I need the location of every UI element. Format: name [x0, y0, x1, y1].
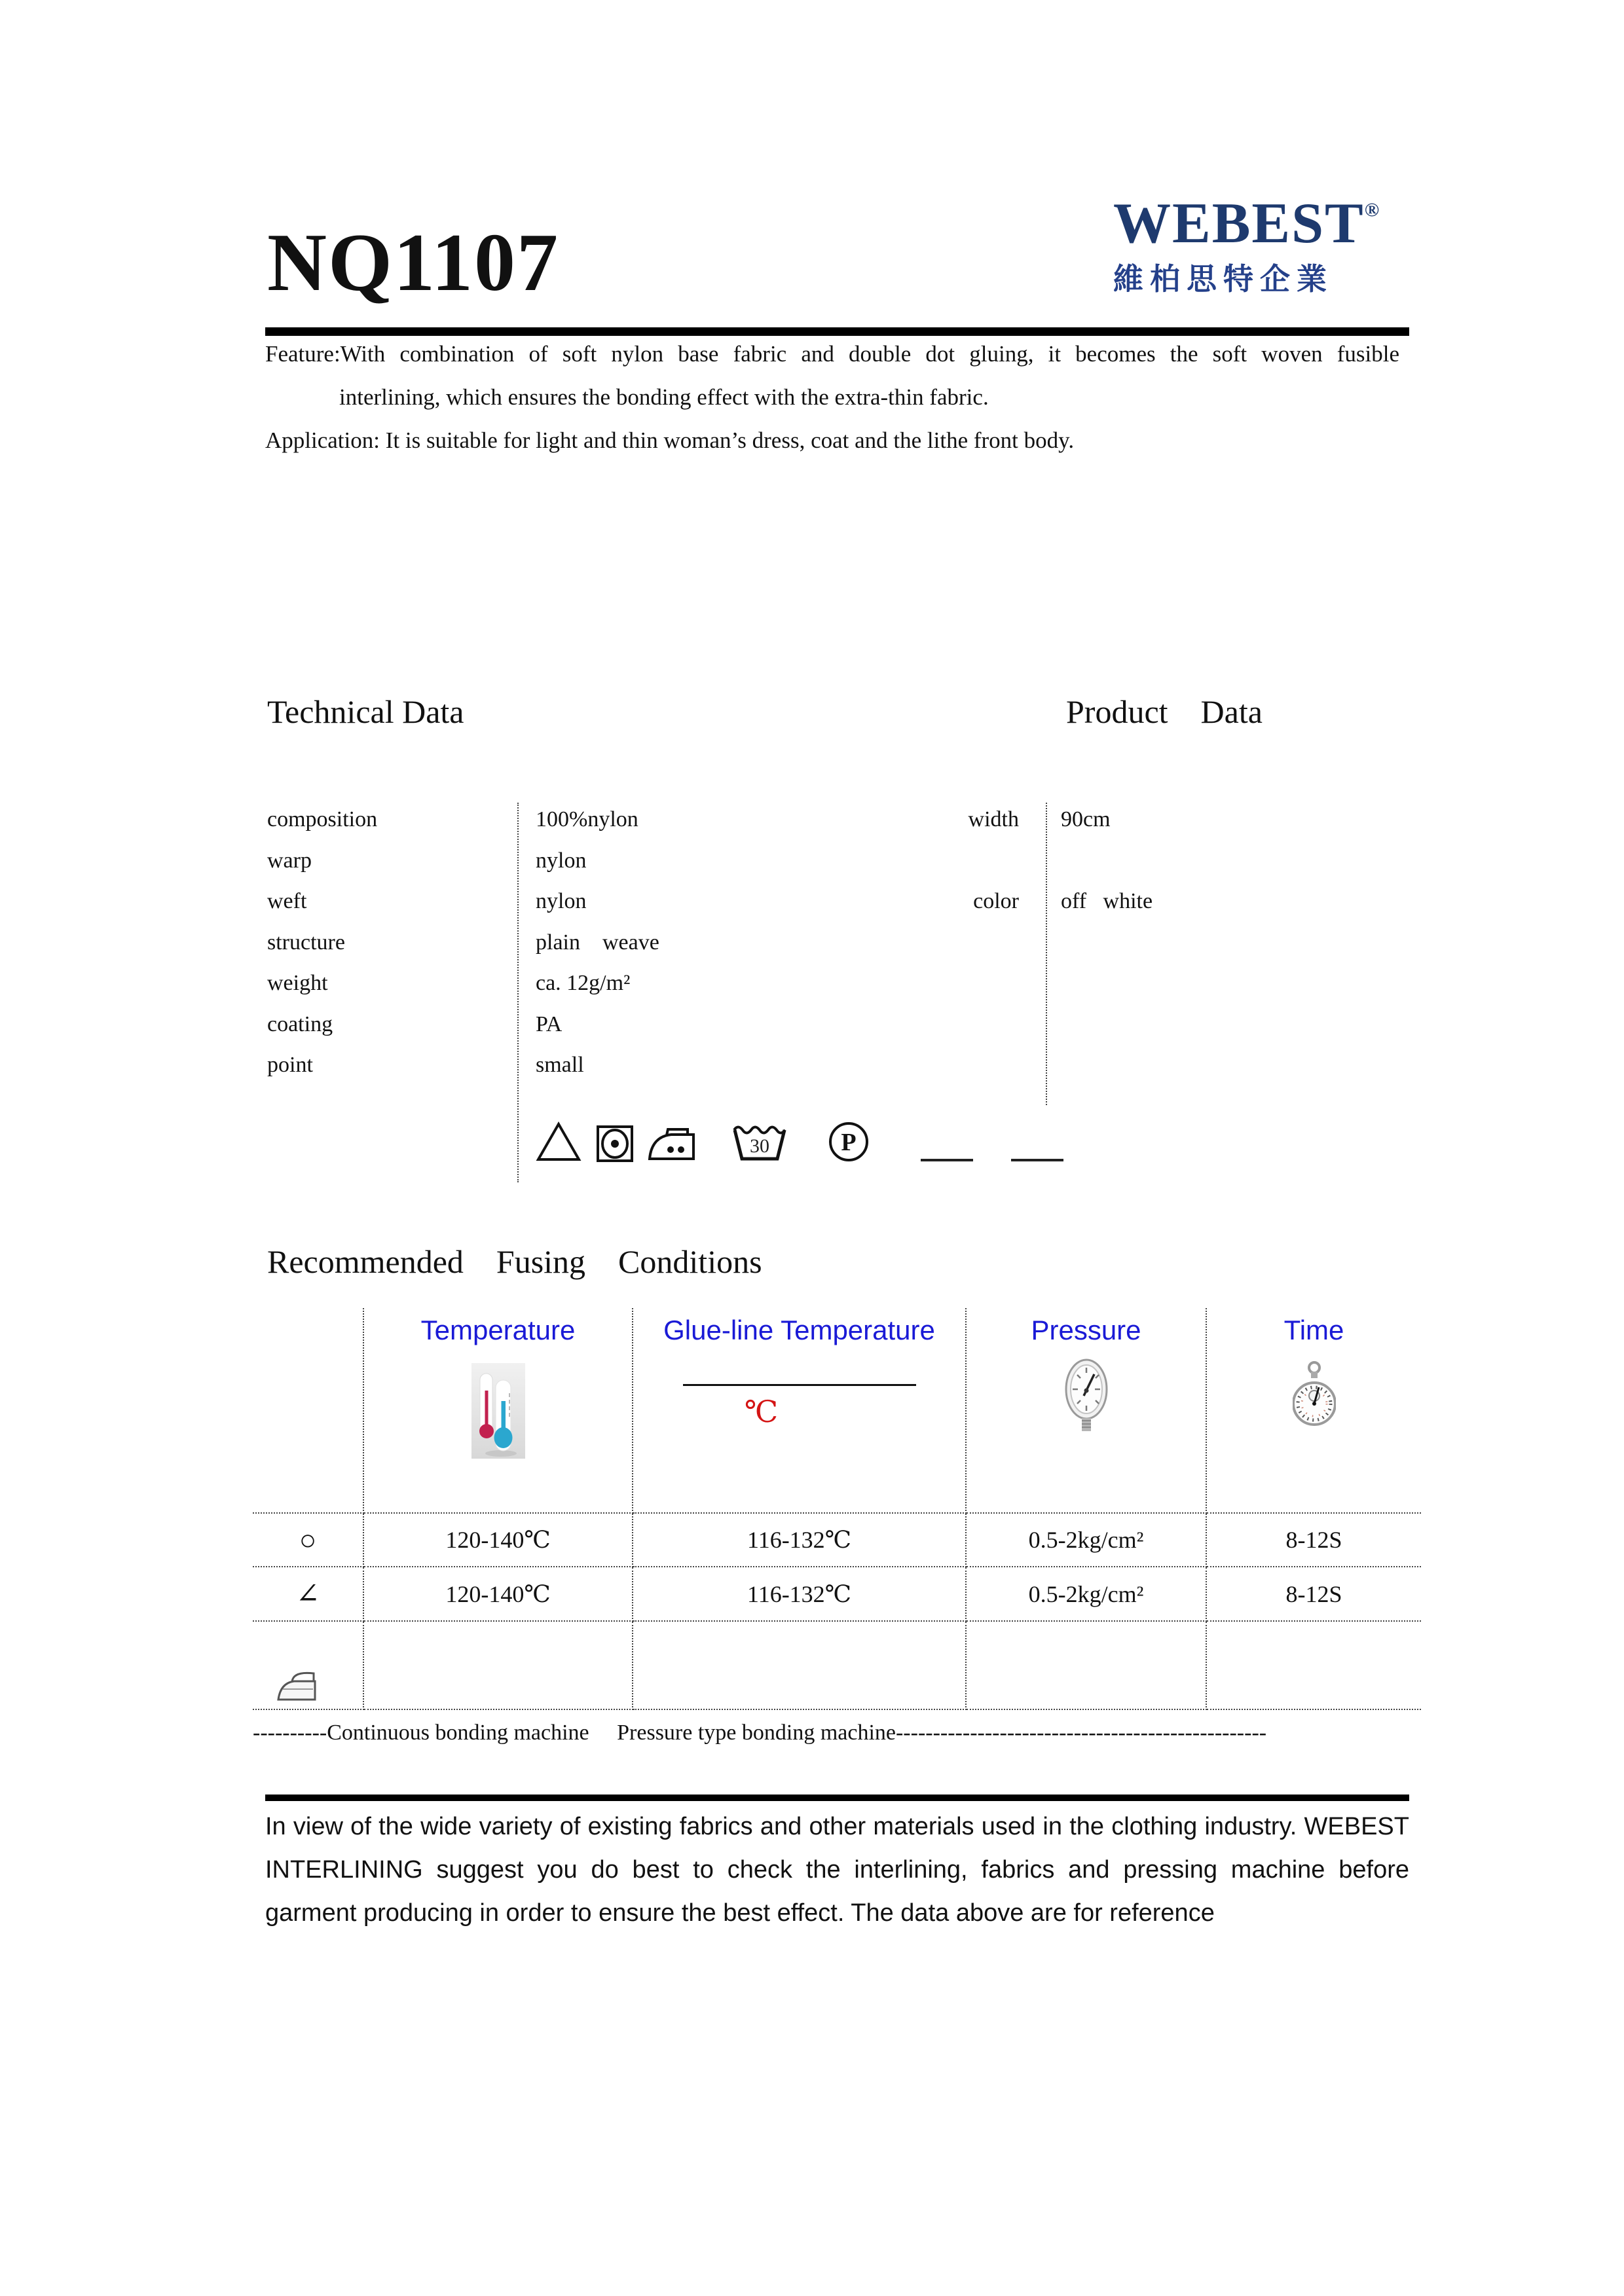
fusing-header-symbol — [253, 1308, 364, 1514]
fusing-cell-glue-line — [633, 1622, 967, 1710]
care-symbols-row — [536, 1113, 1063, 1163]
footer-divider — [265, 1795, 1409, 1801]
tech-value: plain weave — [536, 930, 659, 955]
angle-symbol: ∠ — [295, 1578, 320, 1610]
registered-mark-icon: ® — [1364, 199, 1380, 221]
tech-label: structure — [267, 930, 345, 955]
disclaimer-line-1: In view of the wide variety of existing fabrics and other materials used in the clothing industry. WEBEST — [265, 1813, 1409, 1840]
brand-name-chinese: 維柏思特企業 — [1113, 262, 1333, 297]
tech-value: ca. 12g/m² — [536, 971, 631, 996]
fusing-cell-pressure: 0.5-2kg/cm² — [967, 1567, 1207, 1622]
tech-label: weight — [267, 971, 328, 996]
glue-line-underline — [683, 1384, 916, 1386]
fusing-cell-time — [1207, 1622, 1421, 1710]
page-title: NQ1107 — [267, 217, 560, 308]
application-line: Application: It is suitable for light and thin woman’s dress, coat and the lithe front body. — [265, 428, 1075, 453]
care-line-icon — [1011, 1159, 1063, 1161]
iron-two-dots-icon — [647, 1125, 697, 1163]
fusing-row-symbol — [253, 1514, 364, 1567]
fusing-cell-time: 8-12S — [1207, 1567, 1421, 1622]
bleach-triangle-icon — [536, 1121, 581, 1163]
fusing-cell-pressure — [967, 1622, 1207, 1710]
table-row — [267, 963, 1040, 1004]
tech-value: 100%nylon — [536, 807, 638, 832]
product-data-heading: Product Data — [1066, 693, 1263, 730]
table-row — [267, 799, 1040, 841]
tech-label: coating — [267, 1011, 333, 1036]
care-line-icon — [921, 1159, 973, 1161]
brand-name: WEBEST — [1113, 192, 1365, 255]
fusing-header-time — [1207, 1308, 1421, 1514]
fusing-cell-glue-line: 116-132℃ — [633, 1567, 967, 1622]
brand-logo-text — [1113, 194, 1414, 254]
tech-label: weft — [267, 889, 307, 914]
wash-30-icon — [731, 1120, 788, 1163]
column-header: Glue-line Temperature — [663, 1315, 935, 1345]
fusing-header-temperature — [364, 1308, 633, 1514]
bonding-machines-line: ----------Continuous bonding machine Pressure type bonding machine-------------------------------------------------- — [253, 1721, 1267, 1745]
table-row — [267, 1004, 1040, 1046]
fusing-cell-temperature: 120-140℃ — [364, 1567, 633, 1622]
feature-line-2: interlining, which ensures the bonding effect with the extra-thin fabric. — [339, 384, 989, 410]
wash-temp-label: 30 — [750, 1135, 769, 1157]
fusing-header-pressure — [967, 1308, 1207, 1514]
fusing-row-symbol — [253, 1567, 364, 1622]
fusing-row-symbol — [253, 1622, 364, 1710]
technical-data-heading: Technical Data — [267, 693, 464, 730]
table-row — [967, 881, 1153, 922]
iron-icon — [276, 1668, 317, 1702]
feature-line-1: Feature:With combination of soft nylon base fabric and double dot gluing, it becomes the soft woven fusible — [265, 341, 1399, 367]
product-value: 90cm — [1061, 807, 1111, 832]
celsius-unit: ℃ — [744, 1395, 779, 1429]
stopwatch-icon — [1293, 1360, 1336, 1430]
column-header: Pressure — [1031, 1315, 1141, 1345]
tech-value: PA — [536, 1011, 563, 1036]
pressure-gauge-icon — [1063, 1357, 1109, 1434]
fusing-cell-time: 8-12S — [1207, 1514, 1421, 1567]
dry-clean-p-icon — [828, 1121, 870, 1163]
tech-label: warp — [267, 848, 312, 873]
fusing-cell-pressure: 0.5-2kg/cm² — [967, 1514, 1207, 1567]
fusing-conditions-table — [253, 1308, 1421, 1710]
product-value: off white — [1061, 889, 1153, 914]
fusing-conditions-heading: Recommended Fusing Conditions — [267, 1243, 762, 1280]
dry-clean-letter: P — [841, 1129, 857, 1156]
thermometer-icon — [471, 1363, 525, 1459]
technical-table-divider — [517, 803, 519, 1182]
column-header: Time — [1283, 1315, 1344, 1345]
circle-symbol: ○ — [299, 1523, 317, 1556]
tech-value: nylon — [536, 848, 587, 873]
fusing-cell-temperature — [364, 1622, 633, 1710]
product-table-divider — [1046, 803, 1047, 1105]
disclaimer-text — [265, 1805, 1409, 1935]
fusing-cell-glue-line: 116-132℃ — [633, 1514, 967, 1567]
fusing-header-glue-line — [633, 1308, 967, 1514]
column-header: Temperature — [420, 1315, 576, 1345]
table-row — [267, 922, 1040, 964]
technical-data-table — [267, 799, 1040, 1086]
table-row — [267, 881, 1040, 922]
table-row — [267, 841, 1040, 882]
tech-value: nylon — [536, 889, 587, 914]
table-row — [267, 1045, 1040, 1086]
tech-value: small — [536, 1053, 584, 1078]
disclaimer-line-2: INTERLINING suggest you do best to check the interlining, fabrics and pressing machine before — [265, 1856, 1409, 1884]
product-label: width — [968, 807, 1019, 832]
brand-logo — [1113, 194, 1414, 299]
fusing-cell-temperature: 120-140℃ — [364, 1514, 633, 1567]
table-row — [967, 799, 1111, 841]
tumble-dry-icon — [596, 1125, 634, 1163]
tech-label: composition — [267, 807, 378, 832]
intro-text — [265, 333, 1399, 462]
product-label: color — [973, 889, 1019, 914]
disclaimer-line-3: garment producing in order to ensure the best effect. The data above are for reference — [265, 1899, 1215, 1927]
tech-label: point — [267, 1053, 313, 1078]
